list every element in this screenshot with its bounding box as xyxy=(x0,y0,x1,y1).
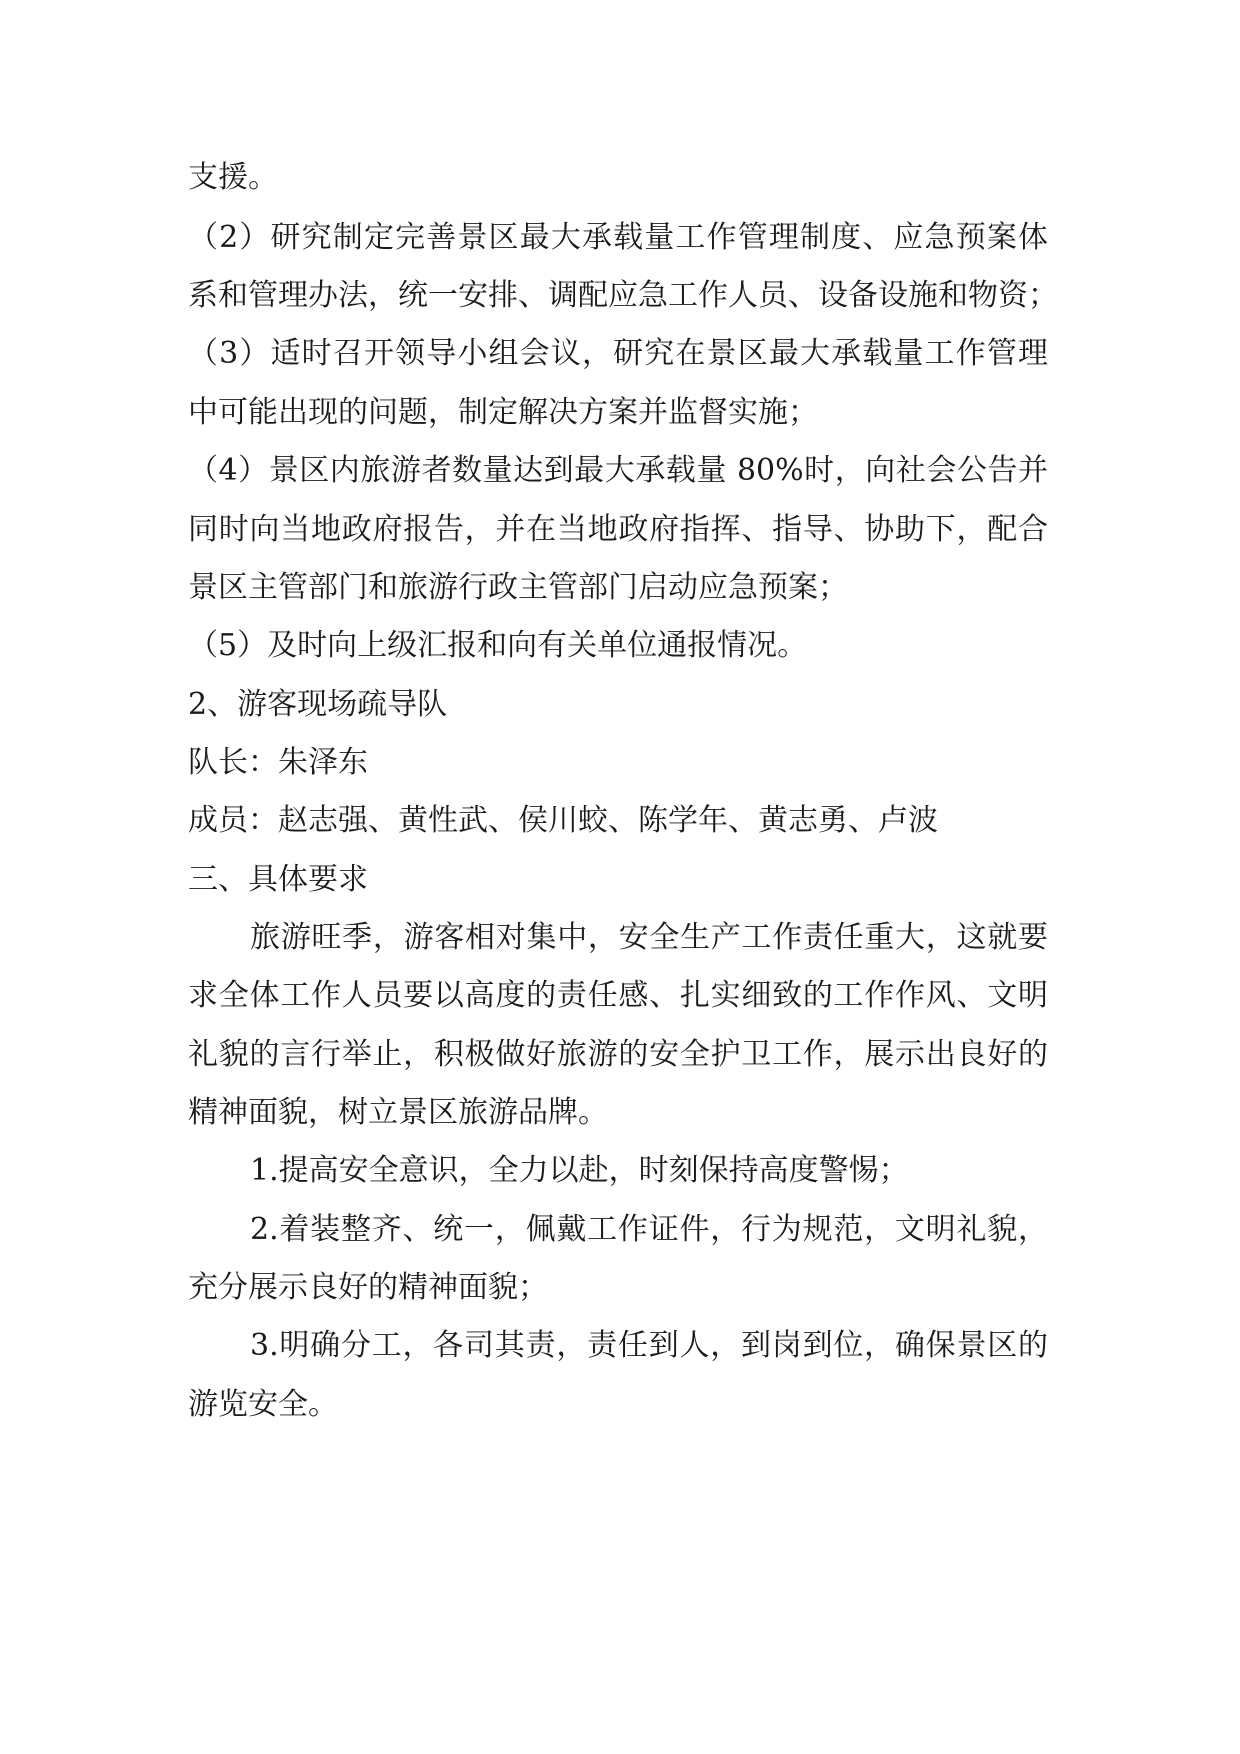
paragraph-line-3: 礼貌的言行举止，积极做好旅游的安全护卫工作，展示出良好的 xyxy=(188,1037,1048,1072)
paragraph-line-4: 精神面貌，树立景区旅游品牌。 xyxy=(188,1095,608,1130)
section-heading-requirements: 三、具体要求 xyxy=(188,862,368,897)
text-line-item-3-cont: 中可能出现的问题，制定解决方案并监督实施； xyxy=(188,395,818,430)
requirement-item-2: 2.着装整齐、统一，佩戴工作证件，行为规范，文明礼貌， xyxy=(250,1212,1048,1247)
text-line-item-3: （3）适时召开领导小组会议，研究在景区最大承载量工作管理 xyxy=(188,336,1048,371)
text-line-continuation: 支援。 xyxy=(188,160,278,195)
paragraph-line-1: 旅游旺季，游客相对集中，安全生产工作责任重大，这就要 xyxy=(250,920,1048,955)
text-line-item-2: （2）研究制定完善景区最大承载量工作管理制度、应急预案体 xyxy=(188,220,1048,255)
text-line-item-4: （4）景区内旅游者数量达到最大承载量 80%时，向社会公告并 xyxy=(188,453,1048,488)
requirement-item-2-cont: 充分展示良好的精神面貌； xyxy=(188,1270,548,1305)
text-line-item-4-cont-2: 景区主管部门和旅游行政主管部门启动应急预案； xyxy=(188,570,848,605)
requirement-item-1: 1.提高安全意识，全力以赴，时刻保持高度警惕； xyxy=(250,1153,909,1188)
text-line-item-2-cont: 系和管理办法，统一安排、调配应急工作人员、设备设施和物资； xyxy=(188,278,1058,313)
section-heading-guide-team: 2、游客现场疏导队 xyxy=(188,687,448,722)
requirement-item-3-cont: 游览安全。 xyxy=(188,1387,338,1422)
text-line-item-5: （5）及时向上级汇报和向有关单位通报情况。 xyxy=(188,628,808,663)
paragraph-line-2: 求全体工作人员要以高度的责任感、扎实细致的工作作风、文明 xyxy=(188,978,1048,1013)
team-members-line: 成员：赵志强、黄性武、侯川蛟、陈学年、黄志勇、卢波 xyxy=(188,803,938,838)
text-line-item-4-cont-1: 同时向当地政府报告，并在当地政府指挥、指导、协助下，配合 xyxy=(188,512,1048,547)
requirement-item-3: 3.明确分工，各司其责，责任到人，到岗到位，确保景区的 xyxy=(250,1328,1048,1363)
team-leader-line: 队长：朱泽东 xyxy=(188,745,368,780)
